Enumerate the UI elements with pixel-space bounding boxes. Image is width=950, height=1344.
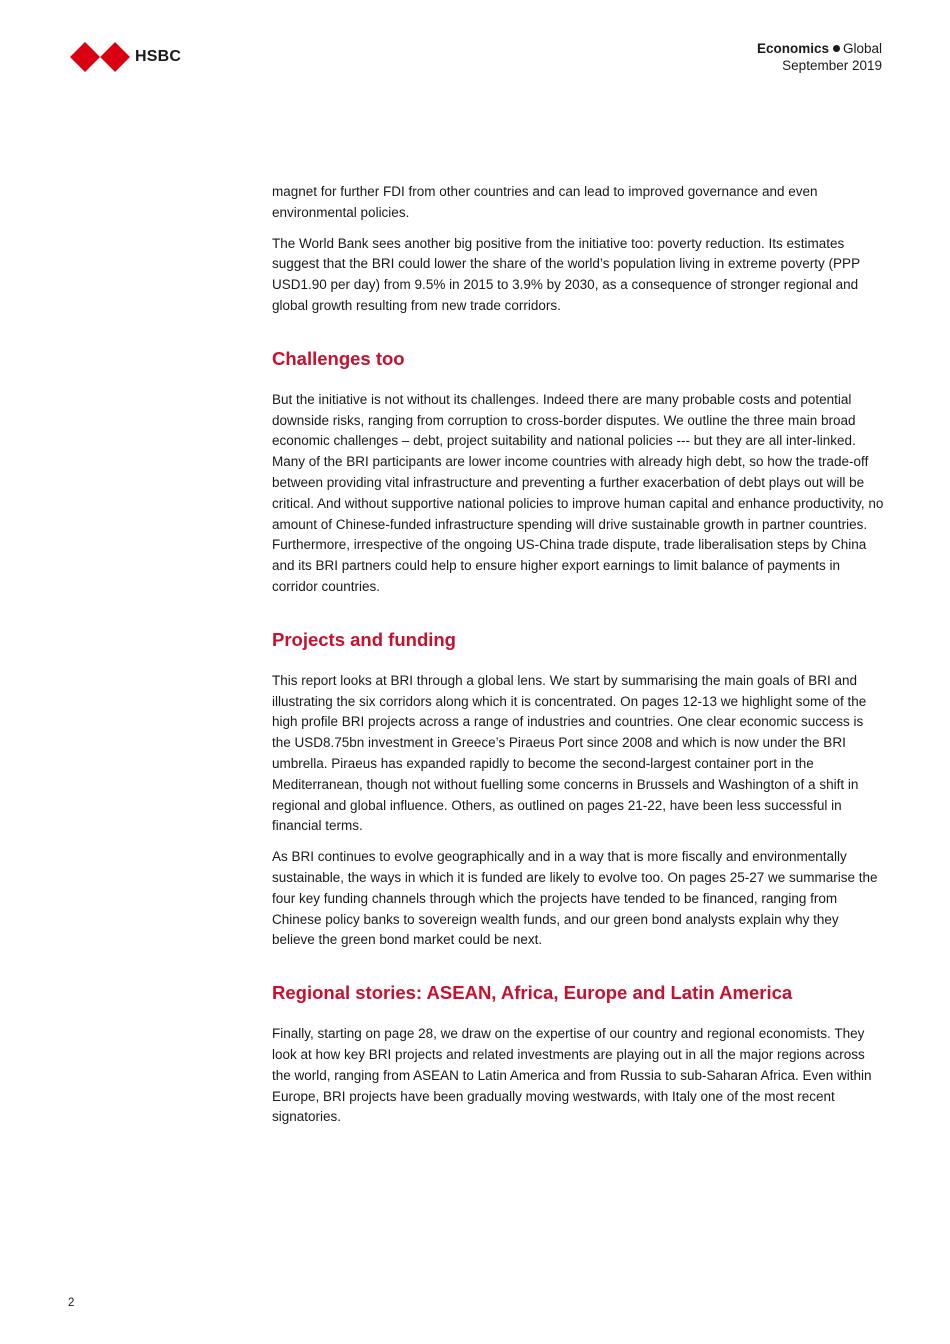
header-section: Economics: [756, 41, 829, 56]
document-body: [272, 182, 884, 1138]
paragraph: The World Bank sees another big positive from the initiative too: poverty reduction. Its estimates suggest that the BRI could lower the share of the world’s population living in extreme poverty (PPP USD1.90 per day) from 9.5% in 2015 to 3.9% by 2030, as a consequence of stronger regional and global growth resulting from new trade corridors.: [272, 235, 860, 313]
hsbc-hexagon-icon: [70, 42, 130, 72]
paragraph: As BRI continues to evolve geographically and in a way that is more fiscally and environmentally sustainable, the ways in which it is funded are likely to evolve too. On pages 25-27 we summarise the four key funding channels through which the projects have tended to be financed, ranging from Chinese policy banks to sovereign wealth funds, and our green bond analysts explain why they believe the green bond market could be next.: [272, 849, 878, 948]
paragraph: Finally, starting on page 28, we draw on the expertise of our country and regional economists. They look at how key BRI projects and related investments are playing out in all the major regions across the world, ranging from ASEAN to Latin America and from Russia to sub-Saharan Africa. Even within Europe, BRI projects have been gradually moving westwards, with Italy one of the most recent signatories.: [272, 1026, 872, 1125]
header-section-line: [757, 40, 882, 57]
header-region: Global: [842, 41, 882, 56]
logo-text: HSBC: [135, 48, 182, 65]
section-heading-challenges: Challenges too: [272, 347, 405, 369]
page-number: 2: [68, 1297, 75, 1309]
paragraph: But the initiative is not without its challenges. Indeed there are many probable costs and potential downside risks, ranging from corruption to cross-border disputes. We outline the three main broad economic challenges – debt, project suitability and national policies --- but they are all inter-linked. Many of the BRI participants are lower income countries with already high debt, so how the trade-off between providing vital infrastructure and preventing a further exacerbation of debt plays out will be critical. And without supportive national policies to improve human capital and enhance productivity, no amount of Chinese-funded infrastructure spending will drive sustainable growth in partner countries. Furthermore, irrespective of the ongoing US-China trade dispute, trade liberalisation steps by China and its BRI partners could help to ensure higher export earnings to limit balance of payments in corridor countries.: [272, 391, 884, 594]
bullet-icon: [833, 45, 840, 52]
paragraph: magnet for further FDI from other countries and can lead to improved governance and even environmental policies.: [272, 184, 818, 220]
header-date: September 2019: [782, 58, 882, 73]
section-heading-projects: Projects and funding: [272, 628, 456, 650]
paragraph: This report looks at BRI through a global lens. We start by summarising the main goals of BRI and illustrating the six corridors along which it is concentrated. On pages 12-13 we highlight some of the high profile BRI projects across a range of industries and countries. One clear economic success is the USD8.75bn investment in Greece’s Piraeus Port since 2008 and which is now under the BRI umbrella. Piraeus has expanded rapidly to become the second-largest container port in the Mediterranean, though not without fuelling some concerns in Brussels and Washington of a shift in regional and global influence. Others, as outlined on pages 21-22, have been less successful in financial terms.: [272, 672, 867, 834]
page-header-info: [757, 40, 882, 74]
section-heading-regional: Regional stories: ASEAN, Africa, Europe and Latin America: [272, 982, 793, 1004]
hsbc-logo: [70, 42, 181, 72]
